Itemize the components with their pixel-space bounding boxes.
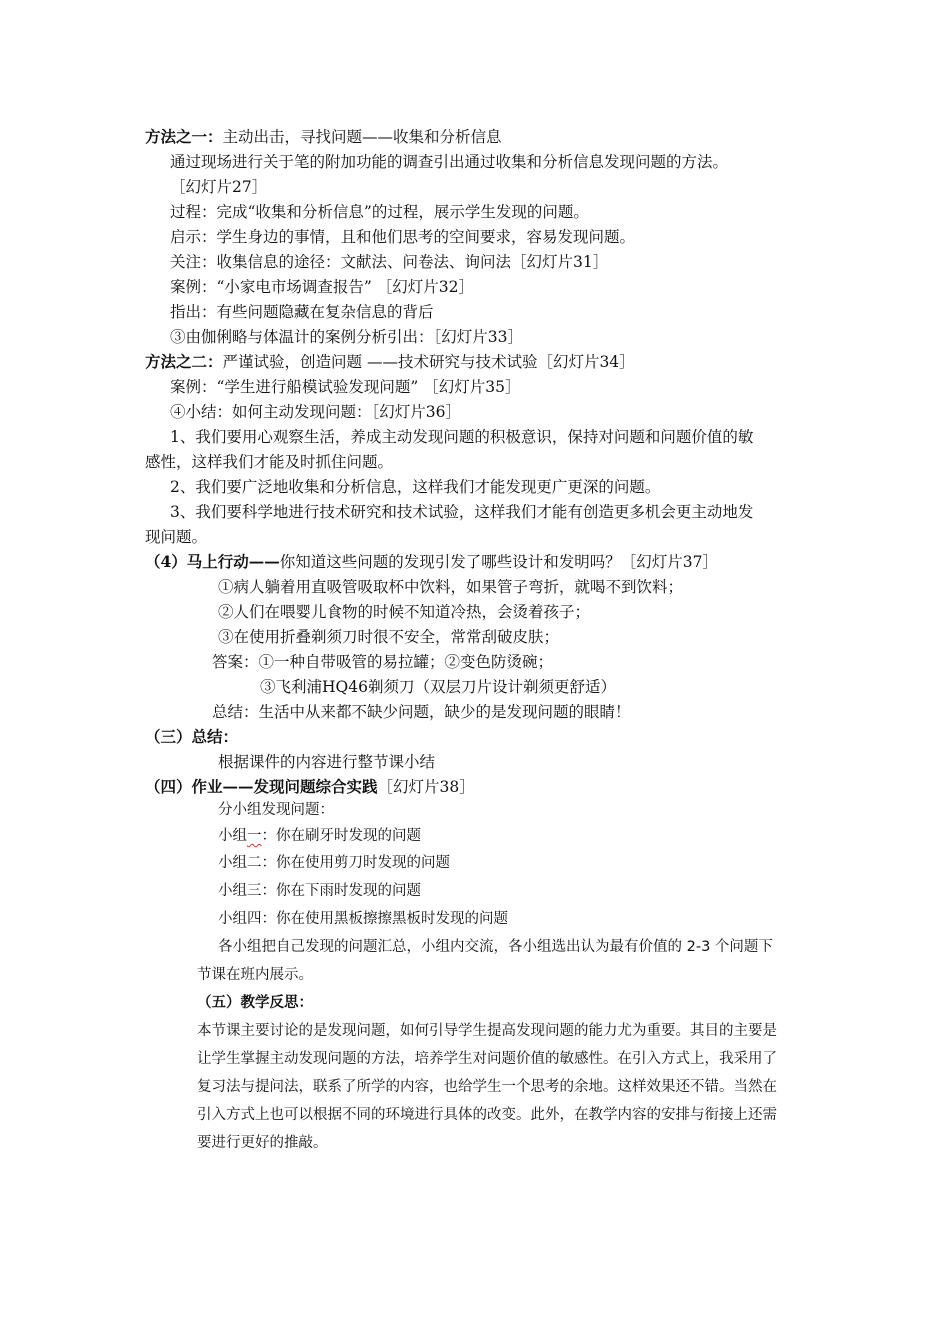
group-summary-line-1: 各小组把自己发现的问题汇总，小组内交流，各小组选出认为最有价值的 2-3 个问题下 — [218, 939, 773, 955]
question-three: ③在使用折叠剃须刀时很不安全，常常刮破皮肤； — [218, 628, 560, 646]
case-two-line: 案例：“学生进行船模试验发现问题” ［幻灯片35］ — [170, 378, 521, 396]
point-one-line-1: 1、我们要用心观察生活，养成主动发现问题的积极意识，保持对问题和问题价值的敏 — [170, 428, 754, 446]
summary-four-line: ④小结：如何主动发现问题：［幻灯片36］ — [170, 403, 461, 421]
section-four-heading: （四）作业——发现问题综合实践 — [145, 777, 378, 796]
method-one-heading: 方法之一： — [145, 127, 223, 146]
group-one-task: ：你在刷牙时发现的问题 — [261, 828, 421, 844]
section-four-line — [145, 777, 475, 797]
point-three-line-2: 现问题。 — [145, 528, 208, 546]
insight-line: 启示：学生身边的事情，且和他们思考的空间要求，容易发现问题。 — [170, 228, 636, 246]
slide-38-ref: ［幻灯片38］ — [377, 778, 475, 796]
reflection-line-1: 本节课主要讨论的是发现问题，如何引导学生提高发现问题的能力尤为重要。其目的主要是 — [197, 1023, 777, 1039]
method-two-heading: 方法之二： — [145, 352, 223, 371]
action-heading: （4）马上行动—— — [145, 552, 280, 571]
galileo-line: ③由伽俐略与体温计的案例分析引出：［幻灯片33］ — [170, 328, 523, 346]
group-summary-line-2: 节课在班内展示。 — [197, 967, 313, 983]
group-three: 小组三：你在下雨时发现的问题 — [218, 883, 421, 899]
point-two-line: 2、我们要广泛地收集和分析信息，这样我们才能发现更广更深的问题。 — [170, 478, 661, 496]
method-two-line — [145, 352, 635, 372]
reflection-line-4: 引入方式上也可以根据不同的环境进行具体的改变。此外，在教学内容的安排与衔接上还需 — [197, 1107, 777, 1123]
case-one-line: 案例：“小家电市场调查报告” ［幻灯片32］ — [170, 278, 474, 296]
group-two: 小组二：你在使用剪刀时发现的问题 — [218, 855, 450, 871]
process-line: 过程：完成“收集和分析信息”的过程，展示学生发现的问题。 — [170, 203, 589, 221]
method-one-line — [145, 127, 502, 147]
focus-line: 关注：收集信息的途径：文献法、问卷法、询问法［幻灯片31］ — [170, 253, 609, 271]
action-line — [145, 552, 718, 572]
group-four: 小组四：你在使用黑板擦擦黑板时发现的问题 — [218, 911, 508, 927]
section-three-body: 根据课件的内容进行整节课小结 — [218, 753, 436, 771]
section-five-heading: （五）教学反思： — [197, 995, 313, 1011]
question-one: ①病人躺着用直吸管吸取杯中饮料，如果管子弯折，就喝不到饮料； — [218, 578, 684, 596]
point-line: 指出：有些问题隐藏在复杂信息的背后 — [170, 303, 434, 321]
conclusion-line: 总结：生活中从来都不缺少问题，缺少的是发现问题的眼睛！ — [212, 703, 631, 721]
answer-line-1: 答案：①一种自带吸管的易拉罐；②变色防烫碗； — [212, 653, 554, 671]
intro-line: 通过现场进行关于笔的附加功能的调查引出通过收集和分析信息发现问题的方法。 — [170, 153, 729, 171]
reflection-line-5: 要进行更好的推敲。 — [197, 1135, 328, 1151]
slide-27-ref: ［幻灯片27］ — [170, 178, 268, 196]
reflection-line-2: 让学生掌握主动发现问题的方法，培养学生对问题价值的敏感性。在引入方式上，我采用了 — [197, 1051, 777, 1067]
spellcheck-underline: 一 — [247, 828, 262, 844]
action-question: 你知道这些问题的发现引发了哪些设计和发明吗？［幻灯片37］ — [279, 553, 719, 571]
answer-line-2: ③飞利浦HQ46剃须刀（双层刀片设计剃须更舒适） — [260, 678, 616, 696]
section-three-heading: （三）总结： — [145, 727, 239, 746]
group-intro: 分小组发现问题： — [218, 802, 334, 818]
point-one-line-2: 感性，这样我们才能及时抓住问题。 — [145, 453, 394, 471]
group-one — [218, 826, 421, 846]
method-one-title: 主动出击，寻找问题——收集和分析信息 — [222, 128, 502, 146]
reflection-line-3: 复习法与提问法，联系了所学的内容，也给学生一个思考的余地。这样效果还不错。当然在 — [197, 1079, 777, 1095]
method-two-title: 严谨试验，创造问题 ——技术研究与技术试验［幻灯片34］ — [222, 353, 635, 371]
point-three-line-1: 3、我们要科学地进行技术研究和技术试验，这样我们才能有创造更多机会更主动地发 — [170, 503, 754, 521]
group-one-prefix: 小组 — [218, 828, 247, 844]
question-two: ②人们在喂婴儿食物的时候不知道冷热，会烫着孩子； — [218, 603, 591, 621]
